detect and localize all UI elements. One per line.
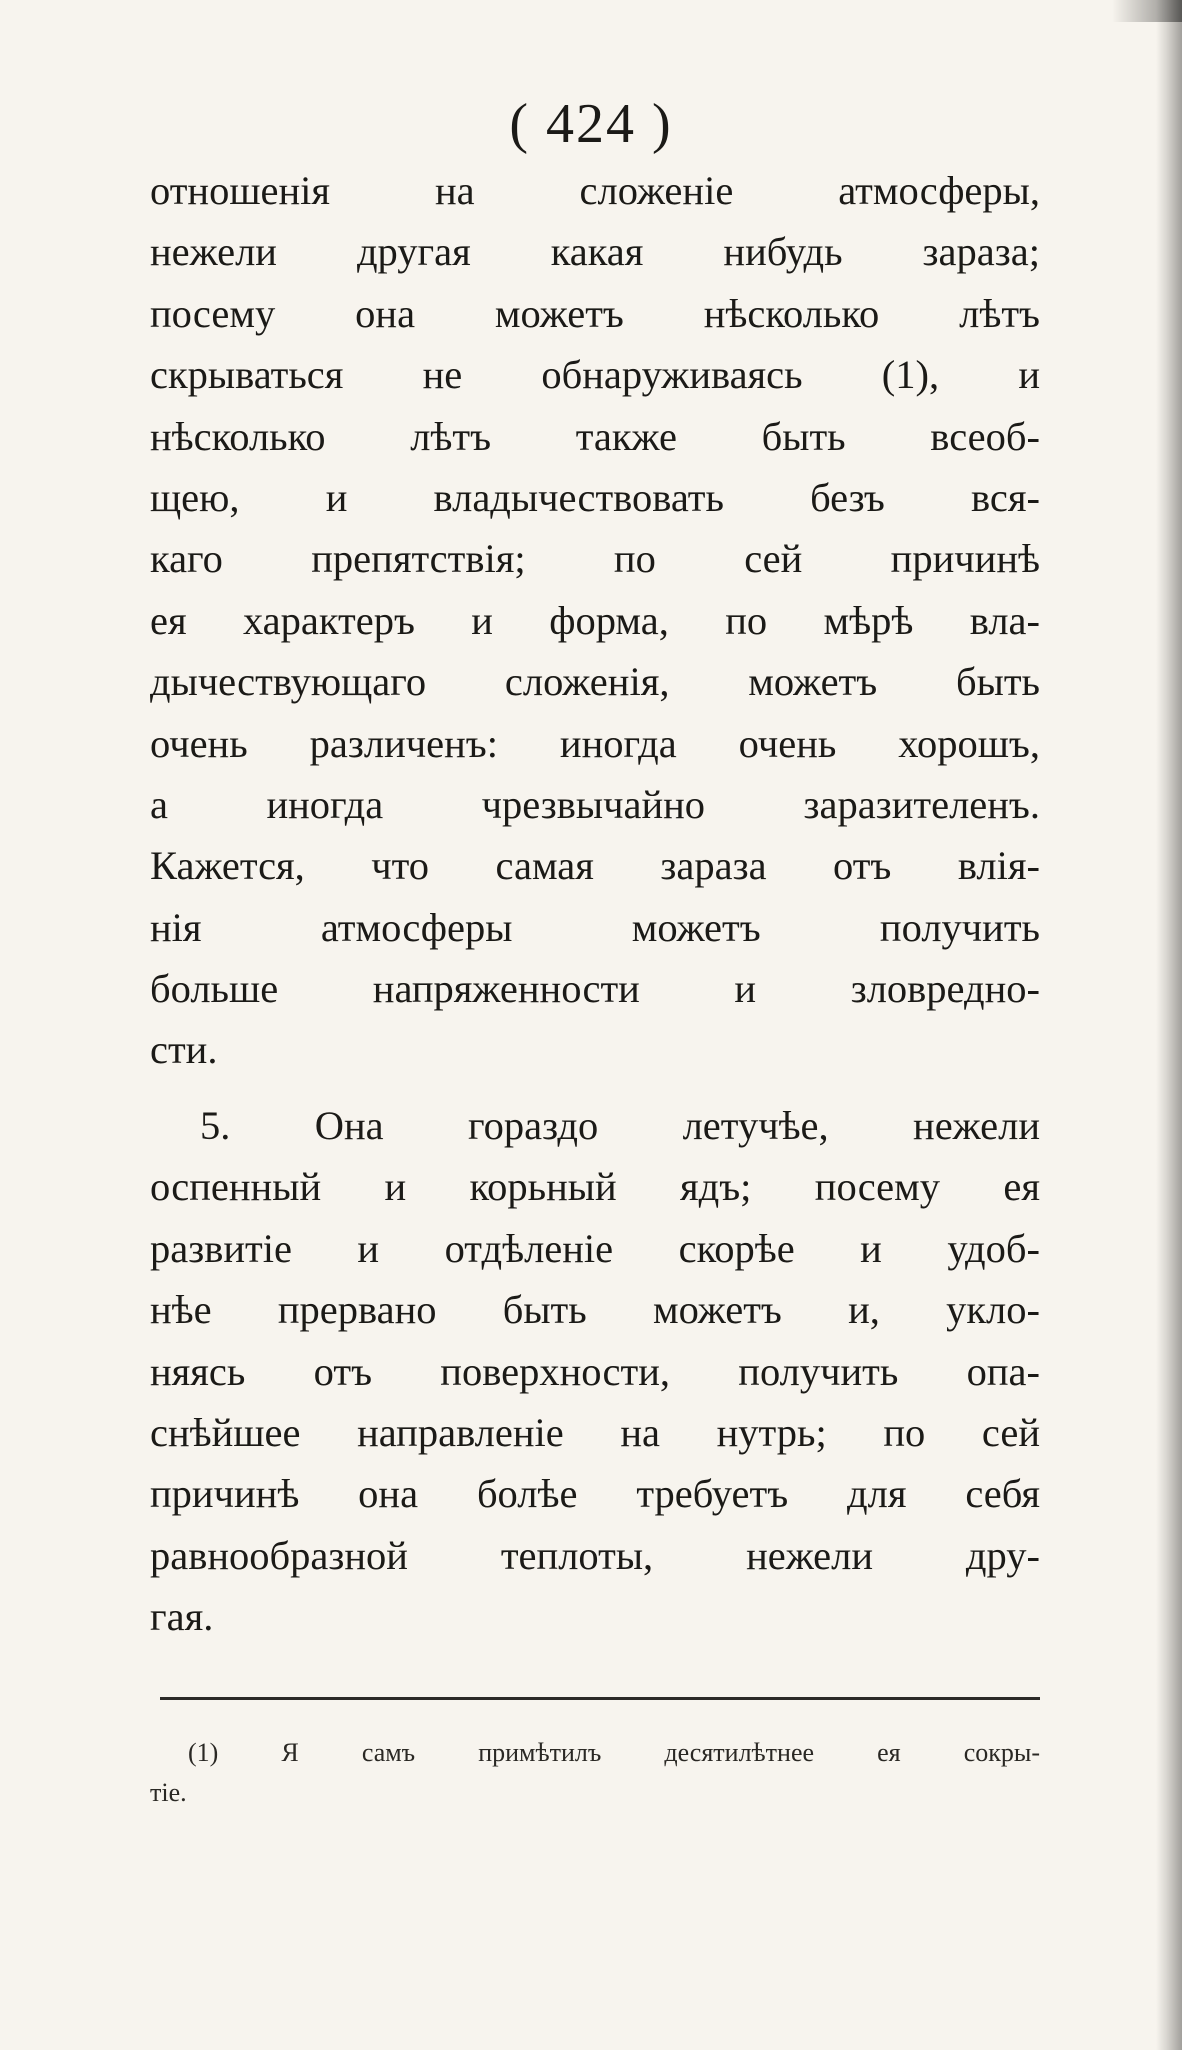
text-line: отношенія на сложеніе атмосферы, [150, 168, 1040, 213]
text-line: а иногда чрезвычайно заразителенъ. [150, 781, 1040, 827]
text-line: скрываться не обнаруживаясь (1), и [150, 352, 1040, 398]
footnote-line: тіе. [150, 1778, 187, 1807]
text-line: очень различенъ: иногда очень хорошъ, [150, 720, 1040, 766]
text-line: причинѣ она болѣе требуетъ для себя [150, 1471, 1040, 1517]
paragraph-1 [150, 160, 1040, 1081]
text-line: нежели другая какая нибудь зараза; [150, 229, 1040, 275]
text-line: каго препятствія; по сей причинѣ [150, 536, 1040, 582]
text-line: больше напряженности и зловредно- [150, 966, 1040, 1012]
text-line: нѣсколько лѣтъ также быть всеоб- [150, 413, 1040, 459]
text-line: щею, и владычествовать безъ вся- [150, 474, 1040, 520]
text-line: равнообразной теплоты, нежели дру- [150, 1532, 1040, 1578]
text-line: посему она можетъ нѣсколько лѣтъ [150, 290, 1040, 336]
text-line: нѣе прервано быть можетъ и, укло- [150, 1287, 1040, 1333]
text-line: 5. Она гораздо летучѣе, нежели [200, 1103, 1040, 1148]
text-line: Кажется, что самая зараза отъ влія- [150, 843, 1040, 889]
text-line: развитіе и отдѣленіе скорѣе и удоб- [150, 1225, 1040, 1271]
text-line: няясь отъ поверхности, получить опа- [150, 1348, 1040, 1394]
footnote-line: (1) Я самъ примѣтилъ десятилѣтнее ея сокры- [188, 1738, 1040, 1767]
page-number: ( 424 ) [509, 93, 673, 155]
footnote-divider [160, 1697, 1040, 1700]
text-line: нія атмосферы можетъ получить [150, 904, 1040, 950]
text-line: оспенный и корьный ядъ; посему ея [150, 1164, 1040, 1210]
page-binding-shadow [1156, 0, 1182, 2050]
text-line: сти. [150, 1027, 218, 1073]
paragraph-2 [150, 1095, 1040, 1648]
footnote [150, 1733, 1040, 1813]
text-line: гая. [150, 1594, 214, 1640]
text-line: дычествующаго сложенія, можетъ быть [150, 659, 1040, 705]
text-line: снѣйшее направленіе на нутрь; по сей [150, 1409, 1040, 1455]
text-line: ея характеръ и форма, по мѣрѣ вла- [150, 597, 1040, 643]
